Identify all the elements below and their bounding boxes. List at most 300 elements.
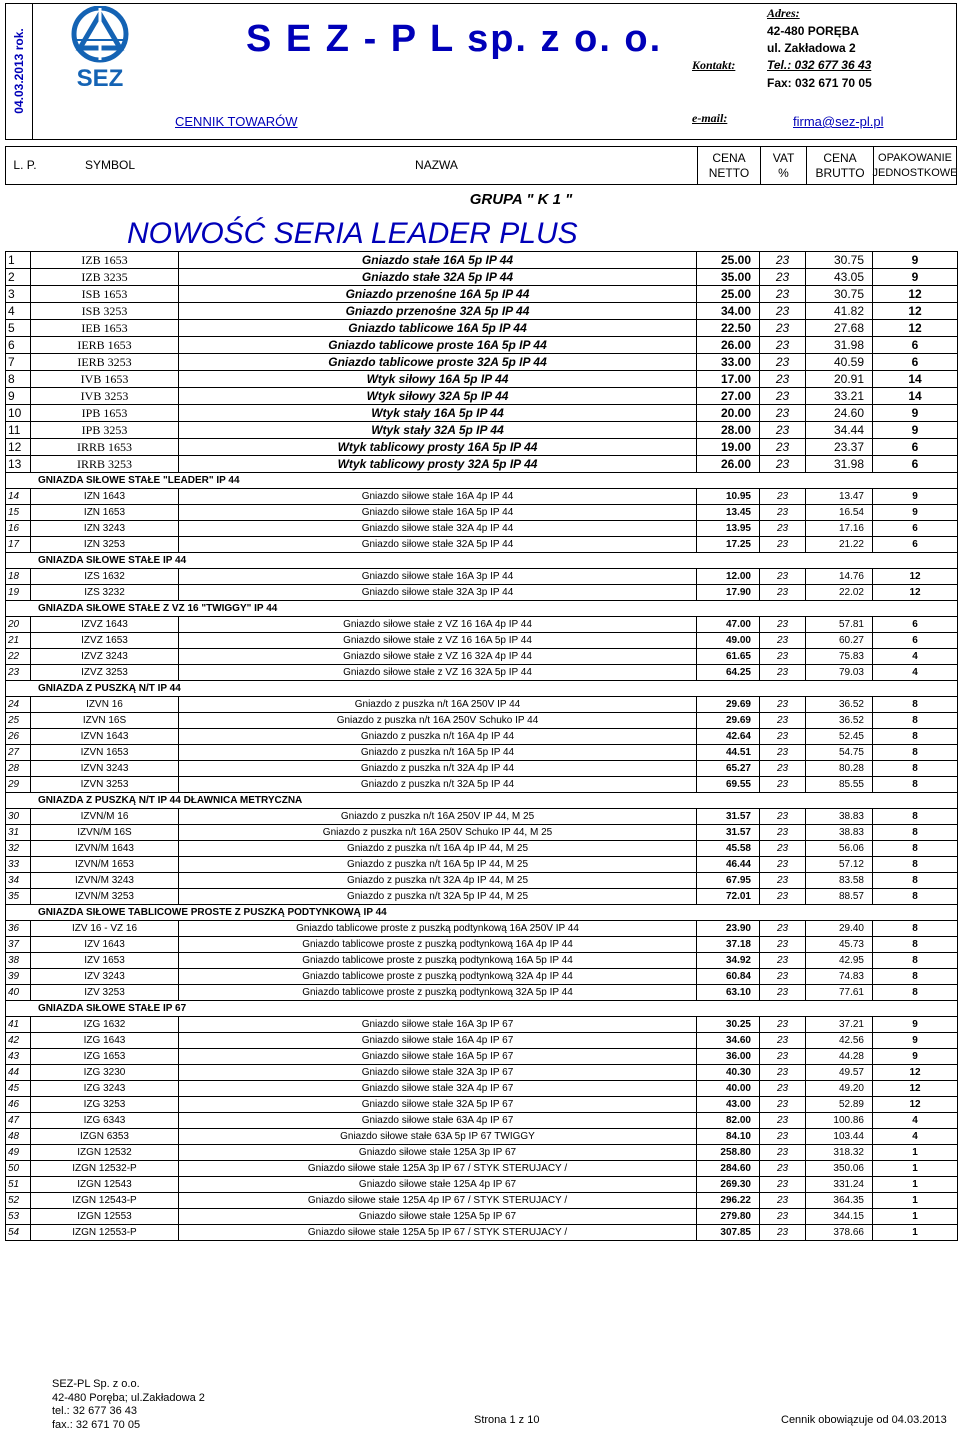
row-nazwa: Gniazdo siłowe stałe 16A 4p IP 44 [179,489,697,505]
row-opakowanie: 12 [873,1065,958,1081]
row-opakowanie: 9 [873,252,958,269]
table-row [6,633,958,649]
row-symbol: IVB 1653 [31,371,179,388]
section-header-row [6,681,958,697]
row-vat: 23 [760,633,806,649]
col-vat-line2: % [778,166,789,181]
row-netto: 23.90 [697,921,760,937]
table-row [6,1065,958,1081]
row-netto: 61.65 [697,649,760,665]
row-lp: 31 [6,825,31,841]
row-nazwa: Gniazdo siłowe stałe 125A 5p IP 67 / STYK STERUJACY / [179,1225,697,1241]
row-brutto: 54.75 [806,745,873,761]
table-row [6,354,958,371]
row-vat: 23 [760,1225,806,1241]
table-row [6,1081,958,1097]
row-brutto: 42.95 [806,953,873,969]
table-row [6,269,958,286]
row-lp: 29 [6,777,31,793]
row-opakowanie: 8 [873,841,958,857]
row-lp: 33 [6,857,31,873]
row-opakowanie: 6 [873,521,958,537]
row-vat: 23 [760,286,806,303]
row-brutto: 331.24 [806,1177,873,1193]
row-vat: 23 [760,521,806,537]
row-brutto: 23.37 [806,439,873,456]
row-brutto: 43.05 [806,269,873,286]
row-vat: 23 [760,761,806,777]
row-lp: 3 [6,286,31,303]
row-nazwa: Gniazdo siłowe stałe 125A 4p IP 67 [179,1177,697,1193]
row-netto: 40.30 [697,1065,760,1081]
row-opakowanie: 6 [873,456,958,473]
row-lp: 49 [6,1145,31,1161]
row-lp: 50 [6,1161,31,1177]
row-nazwa: Gniazdo przenośne 16A 5p IP 44 [179,286,697,303]
table-row [6,665,958,681]
row-lp: 6 [6,337,31,354]
row-nazwa: Gniazdo z puszka n/t 16A 5p IP 44, M 25 [179,857,697,873]
table-row [6,889,958,905]
row-symbol: IPB 3253 [31,422,179,439]
row-brutto: 42.56 [806,1033,873,1049]
row-opakowanie: 8 [873,921,958,937]
row-netto: 19.00 [697,439,760,456]
row-vat: 23 [760,422,806,439]
row-nazwa: Gniazdo siłowe stałe 32A 5p IP 67 [179,1097,697,1113]
row-lp: 20 [6,617,31,633]
row-lp: 27 [6,745,31,761]
row-netto: 65.27 [697,761,760,777]
row-lp: 15 [6,505,31,521]
row-opakowanie: 8 [873,857,958,873]
row-vat: 23 [760,439,806,456]
row-symbol: IZS 1632 [31,569,179,585]
table-row [6,303,958,320]
row-lp: 2 [6,269,31,286]
row-lp: 45 [6,1081,31,1097]
row-brutto: 29.40 [806,921,873,937]
row-lp: 19 [6,585,31,601]
table-row [6,697,958,713]
row-netto: 269.30 [697,1177,760,1193]
row-brutto: 31.98 [806,456,873,473]
row-opakowanie: 6 [873,354,958,371]
col-brutto [807,147,873,184]
row-vat: 23 [760,1113,806,1129]
row-opakowanie: 12 [873,286,958,303]
table-row [6,825,958,841]
company-logo [64,6,136,88]
row-netto: 34.92 [697,953,760,969]
row-lp: 1 [6,252,31,269]
col-vat-line1: VAT [773,151,795,166]
row-brutto: 38.83 [806,825,873,841]
row-vat: 23 [760,953,806,969]
row-vat: 23 [760,857,806,873]
row-vat: 23 [760,665,806,681]
row-nazwa: Wtyk tablicowy prosty 32A 5p IP 44 [179,456,697,473]
row-opakowanie: 12 [873,1081,958,1097]
row-netto: 22.50 [697,320,760,337]
row-nazwa: Gniazdo siłowe stałe 125A 3p IP 67 / STYK STERUJACY / [179,1161,697,1177]
row-nazwa: Gniazdo tablicowe proste 32A 5p IP 44 [179,354,697,371]
table-row [6,1097,958,1113]
row-brutto: 75.83 [806,649,873,665]
row-nazwa: Gniazdo siłowe stałe 125A 4p IP 67 / STYK STERUJACY / [179,1193,697,1209]
row-opakowanie: 4 [873,1113,958,1129]
row-vat: 23 [760,1049,806,1065]
row-nazwa: Gniazdo przenośne 32A 5p IP 44 [179,303,697,320]
row-opakowanie: 1 [873,1225,958,1241]
row-vat: 23 [760,269,806,286]
row-opakowanie: 8 [873,825,958,841]
row-nazwa: Gniazdo siłowe stałe 32A 3p IP 67 [179,1065,697,1081]
row-brutto: 38.83 [806,809,873,825]
row-netto: 28.00 [697,422,760,439]
row-symbol: IZB 1653 [31,252,179,269]
row-netto: 20.00 [697,405,760,422]
row-brutto: 45.73 [806,937,873,953]
table-row [6,585,958,601]
table-row [6,857,958,873]
page-number: Strona 1 z 10 [474,1414,539,1426]
row-opakowanie: 8 [873,873,958,889]
table-row [6,489,958,505]
validity-note: Cennik obowiązuje od 04.03.2013 [781,1414,947,1426]
row-lp: 36 [6,921,31,937]
row-netto: 279.80 [697,1209,760,1225]
section-header-row [6,601,958,617]
row-nazwa: Gniazdo tablicowe proste z puszką podtynkową 16A 250V IP 44 [179,921,697,937]
row-nazwa: Gniazdo z puszka n/t 16A 250V IP 44, M 25 [179,809,697,825]
col-nazwa: NAZWA [176,147,697,184]
row-vat: 23 [760,354,806,371]
email-link[interactable]: firma@sez-pl.pl [793,114,884,129]
table-row [6,422,958,439]
row-brutto: 88.57 [806,889,873,905]
row-opakowanie: 6 [873,537,958,553]
fax-number: Fax: 032 671 70 05 [767,76,872,90]
row-opakowanie: 12 [873,585,958,601]
price-table [5,251,958,1241]
row-netto: 25.00 [697,252,760,269]
row-netto: 46.44 [697,857,760,873]
row-symbol: IZVN 1643 [31,729,179,745]
row-lp: 35 [6,889,31,905]
row-brutto: 34.44 [806,422,873,439]
row-netto: 40.00 [697,1081,760,1097]
row-opakowanie: 12 [873,320,958,337]
row-nazwa: Gniazdo tablicowe 16A 5p IP 44 [179,320,697,337]
row-opakowanie: 1 [873,1209,958,1225]
row-brutto: 49.57 [806,1065,873,1081]
row-opakowanie: 4 [873,649,958,665]
row-opakowanie: 1 [873,1177,958,1193]
email-label: e-mail: [692,111,727,126]
row-lp: 53 [6,1209,31,1225]
row-brutto: 80.28 [806,761,873,777]
row-netto: 43.00 [697,1097,760,1113]
row-brutto: 17.16 [806,521,873,537]
row-vat: 23 [760,697,806,713]
row-symbol: IZG 1643 [31,1033,179,1049]
row-lp: 24 [6,697,31,713]
row-lp: 51 [6,1177,31,1193]
row-lp: 11 [6,422,31,439]
row-vat: 23 [760,388,806,405]
phone-number: Tel.: 032 677 36 43 [767,58,871,72]
row-vat: 23 [760,1081,806,1097]
row-vat: 23 [760,1209,806,1225]
row-symbol: IZB 3235 [31,269,179,286]
column-header-row [5,146,957,185]
row-opakowanie: 1 [873,1145,958,1161]
row-brutto: 40.59 [806,354,873,371]
row-opakowanie: 9 [873,1049,958,1065]
address-label: Adres: [767,6,800,21]
table-row [6,841,958,857]
logo-text: SEZ [77,65,124,88]
row-brutto: 30.75 [806,286,873,303]
address-line-1: 42-480 PORĘBA [767,24,859,38]
row-vat: 23 [760,1145,806,1161]
row-opakowanie: 4 [873,1129,958,1145]
row-vat: 23 [760,825,806,841]
row-opakowanie: 8 [873,697,958,713]
row-nazwa: Gniazdo z puszka n/t 16A 5p IP 44 [179,745,697,761]
row-opakowanie: 9 [873,405,958,422]
row-brutto: 344.15 [806,1209,873,1225]
row-symbol: IZVN 1653 [31,745,179,761]
row-lp: 4 [6,303,31,320]
table-row [6,388,958,405]
table-row [6,1209,958,1225]
row-brutto: 31.98 [806,337,873,354]
row-vat: 23 [760,1161,806,1177]
row-symbol: IZGN 12543-P [31,1193,179,1209]
row-lp: 48 [6,1129,31,1145]
row-vat: 23 [760,713,806,729]
row-brutto: 37.21 [806,1017,873,1033]
row-nazwa: Gniazdo siłowe stałe 16A 3p IP 67 [179,1017,697,1033]
row-lp: 18 [6,569,31,585]
footer-fax: fax.: 32 671 70 05 [52,1419,205,1432]
row-vat: 23 [760,809,806,825]
table-row [6,649,958,665]
row-opakowanie: 6 [873,337,958,354]
row-brutto: 100.86 [806,1113,873,1129]
row-netto: 34.60 [697,1033,760,1049]
row-opakowanie: 8 [873,745,958,761]
row-brutto: 44.28 [806,1049,873,1065]
row-symbol: IZVN/M 1643 [31,841,179,857]
row-lp: 14 [6,489,31,505]
row-nazwa: Gniazdo siłowe stałe 32A 3p IP 44 [179,585,697,601]
row-vat: 23 [760,252,806,269]
row-nazwa: Gniazdo z puszka n/t 16A 250V Schuko IP 44 [179,713,697,729]
row-opakowanie: 8 [873,953,958,969]
row-symbol: IZVN/M 3243 [31,873,179,889]
row-netto: 49.00 [697,633,760,649]
table-row [6,953,958,969]
row-nazwa: Gniazdo z puszka n/t 32A 5p IP 44 [179,777,697,793]
date-vertical: 04.03.2013 rok. [12,28,26,113]
row-brutto: 364.35 [806,1193,873,1209]
row-lp: 52 [6,1193,31,1209]
row-symbol: IZGN 12553 [31,1209,179,1225]
row-vat: 23 [760,889,806,905]
row-nazwa: Gniazdo siłowe stałe 16A 5p IP 44 [179,505,697,521]
row-lp: 38 [6,953,31,969]
section-label: GNIAZDA Z PUSZKĄ N/T IP 44 DŁAWNICA METRYCZNA [6,793,958,809]
table-row [6,337,958,354]
section-label: GNIAZDA SIŁOWE STAŁE IP 44 [6,553,958,569]
row-lp: 10 [6,405,31,422]
row-nazwa: Gniazdo siłowe stałe 16A 3p IP 44 [179,569,697,585]
table-row [6,617,958,633]
row-netto: 296.22 [697,1193,760,1209]
row-symbol: IZVN/M 16S [31,825,179,841]
row-opakowanie: 8 [873,937,958,953]
section-label: GNIAZDA SIŁOWE STAŁE Z VZ 16 "TWIGGY" IP 44 [6,601,958,617]
row-symbol: IZN 3243 [31,521,179,537]
row-opakowanie: 8 [873,713,958,729]
table-row [6,777,958,793]
row-netto: 258.80 [697,1145,760,1161]
row-nazwa: Wtyk siłowy 32A 5p IP 44 [179,388,697,405]
row-lp: 16 [6,521,31,537]
row-brutto: 57.12 [806,857,873,873]
row-vat: 23 [760,1129,806,1145]
table-row [6,505,958,521]
row-brutto: 56.06 [806,841,873,857]
row-lp: 44 [6,1065,31,1081]
row-nazwa: Gniazdo z puszka n/t 32A 5p IP 44, M 25 [179,889,697,905]
row-symbol: IZN 1643 [31,489,179,505]
row-netto: 42.64 [697,729,760,745]
row-brutto: 13.47 [806,489,873,505]
row-opakowanie: 9 [873,1017,958,1033]
row-opakowanie: 8 [873,729,958,745]
row-netto: 13.95 [697,521,760,537]
row-brutto: 52.45 [806,729,873,745]
row-netto: 47.00 [697,617,760,633]
table-row [6,937,958,953]
table-row [6,921,958,937]
row-brutto: 30.75 [806,252,873,269]
table-row [6,439,958,456]
row-vat: 23 [760,303,806,320]
row-nazwa: Gniazdo siłowe stałe 32A 4p IP 44 [179,521,697,537]
row-netto: 26.00 [697,456,760,473]
row-nazwa: Gniazdo tablicowe proste z puszką podtynkową 32A 4p IP 44 [179,969,697,985]
row-symbol: IVB 3253 [31,388,179,405]
row-opakowanie: 12 [873,303,958,320]
row-netto: 17.25 [697,537,760,553]
table-row [6,1145,958,1161]
table-row [6,537,958,553]
row-netto: 64.25 [697,665,760,681]
col-symbol: SYMBOL [44,147,176,184]
row-brutto: 318.32 [806,1145,873,1161]
row-vat: 23 [760,729,806,745]
row-vat: 23 [760,985,806,1001]
section-header-row [6,473,958,489]
row-netto: 17.90 [697,585,760,601]
row-netto: 36.00 [697,1049,760,1065]
section-label: GNIAZDA SIŁOWE TABLICOWE PROSTE Z PUSZKĄ PODTYNKOWĄ IP 44 [6,905,958,921]
footer-street: 42-480 Poręba; ul.Zakładowa 2 [52,1392,205,1406]
table-row [6,456,958,473]
row-nazwa: Wtyk stały 16A 5p IP 44 [179,405,697,422]
table-row [6,1017,958,1033]
row-opakowanie: 8 [873,761,958,777]
col-vat [761,147,806,184]
row-vat: 23 [760,937,806,953]
row-opakowanie: 8 [873,809,958,825]
row-brutto: 74.83 [806,969,873,985]
col-brutto-line1: CENA [823,151,856,166]
contact-label: Kontakt: [692,58,735,73]
row-lp: 43 [6,1049,31,1065]
row-netto: 284.60 [697,1161,760,1177]
row-netto: 72.01 [697,889,760,905]
row-brutto: 85.55 [806,777,873,793]
row-vat: 23 [760,841,806,857]
row-brutto: 36.52 [806,697,873,713]
row-opakowanie: 8 [873,969,958,985]
footer-phone: tel.: 32 677 36 43 [52,1405,205,1419]
row-lp: 41 [6,1017,31,1033]
row-brutto: 36.52 [806,713,873,729]
row-opakowanie: 12 [873,1097,958,1113]
row-symbol: IZV 1653 [31,953,179,969]
row-nazwa: Gniazdo siłowe stałe 63A 4p IP 67 [179,1113,697,1129]
table-row [6,873,958,889]
row-netto: 69.55 [697,777,760,793]
col-netto [698,147,760,184]
col-opak-line2: JEDNOSTKOWE [873,166,958,181]
table-row [6,1033,958,1049]
row-nazwa: Gniazdo siłowe stałe z VZ 16 16A 4p IP 44 [179,617,697,633]
row-vat: 23 [760,745,806,761]
series-title: NOWOŚĆ SERIA LEADER PLUS [5,215,957,251]
row-symbol: IZG 1632 [31,1017,179,1033]
row-symbol: IZV 1643 [31,937,179,953]
table-row [6,729,958,745]
row-brutto: 22.02 [806,585,873,601]
section-label: GNIAZDA SIŁOWE STAŁE IP 67 [6,1001,958,1017]
row-brutto: 20.91 [806,371,873,388]
row-lp: 13 [6,456,31,473]
row-nazwa: Gniazdo z puszka n/t 16A 250V Schuko IP 44, M 25 [179,825,697,841]
row-opakowanie: 12 [873,569,958,585]
row-brutto: 79.03 [806,665,873,681]
row-netto: 45.58 [697,841,760,857]
row-vat: 23 [760,1177,806,1193]
row-opakowanie: 9 [873,1033,958,1049]
row-netto: 307.85 [697,1225,760,1241]
footer-company: SEZ-PL Sp. z o.o. [52,1378,205,1392]
date-vertical-cell [5,3,33,140]
row-symbol: IZVZ 1643 [31,617,179,633]
row-symbol: IZS 3232 [31,585,179,601]
row-netto: 44.51 [697,745,760,761]
row-opakowanie: 9 [873,422,958,439]
row-lp: 32 [6,841,31,857]
row-lp: 47 [6,1113,31,1129]
